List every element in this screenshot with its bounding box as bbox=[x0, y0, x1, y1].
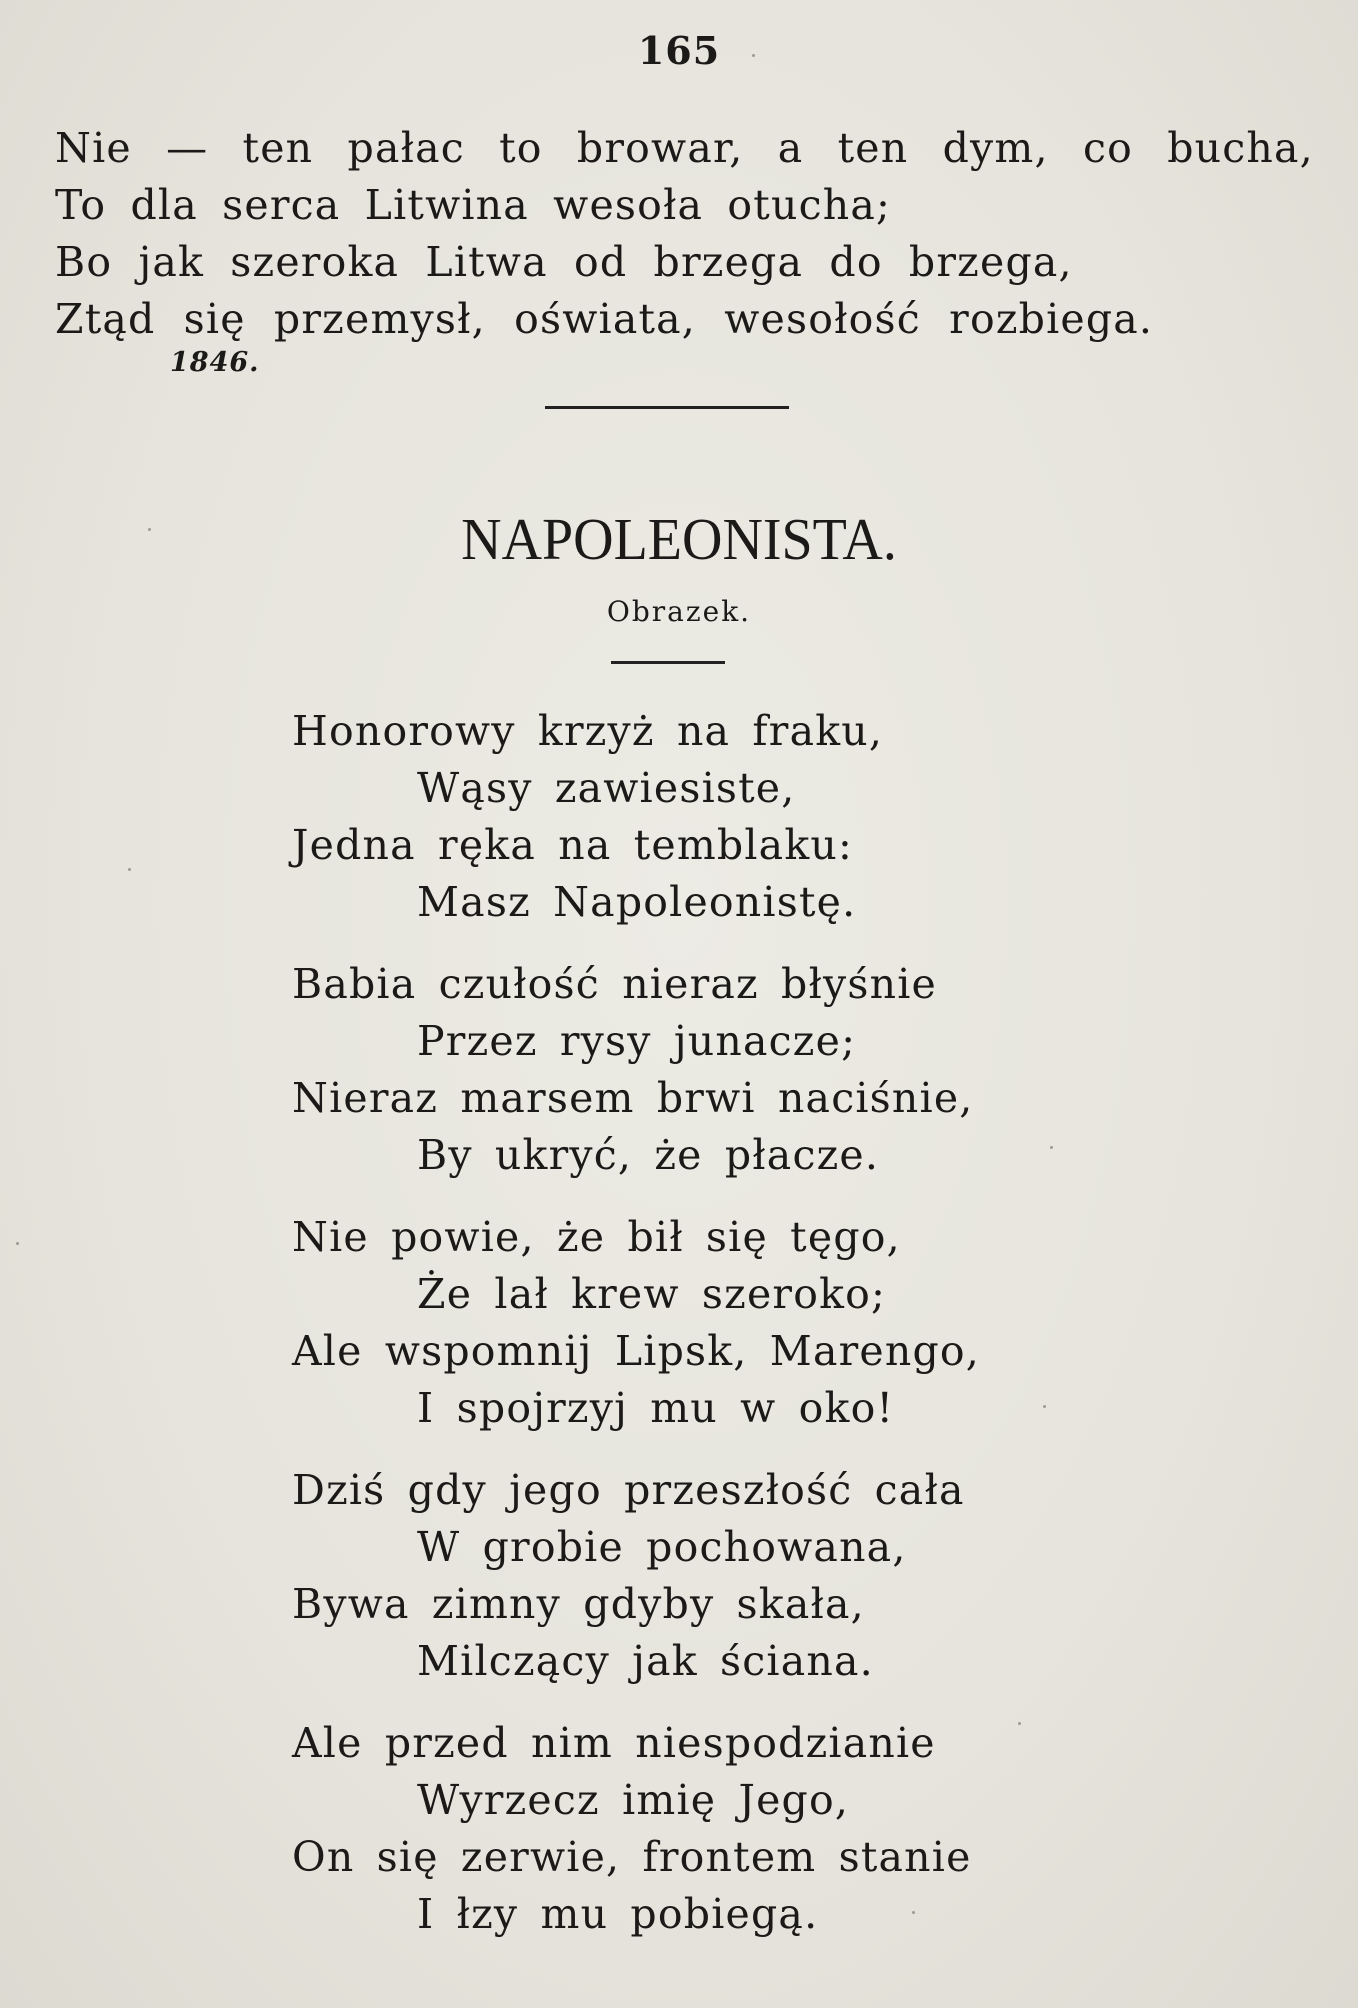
poem-body bbox=[292, 703, 980, 1968]
paper-speck bbox=[1050, 1146, 1053, 1149]
stanza bbox=[292, 956, 980, 1184]
stanza bbox=[292, 1209, 980, 1437]
verse-line: Że lał krew szeroko; bbox=[417, 1270, 887, 1318]
verse-line: Nieraz marsem brwi naciśnie, bbox=[292, 1074, 974, 1122]
verse-line: Bo jak szeroka Litwa od brzega do brzega, bbox=[55, 238, 1073, 286]
paper-speck bbox=[1018, 1722, 1021, 1725]
verse-line: I spojrzyj mu w oko! bbox=[417, 1384, 895, 1432]
paper-speck bbox=[148, 528, 151, 531]
verse-line: To dla serca Litwina wesoła otucha; bbox=[55, 181, 892, 229]
poem-subtitle: Obrazek. bbox=[606, 595, 752, 628]
verse-line: Wąsy zawiesiste, bbox=[417, 764, 796, 812]
page-number: 165 bbox=[637, 28, 721, 73]
section-divider bbox=[545, 406, 789, 409]
stanza bbox=[292, 1462, 980, 1690]
paper-speck bbox=[16, 1242, 19, 1245]
verse-line: Milczący jak ściana. bbox=[417, 1637, 874, 1685]
verse-line: I łzy mu pobiegą. bbox=[417, 1890, 819, 1938]
verse-line: By ukryć, że płacze. bbox=[417, 1131, 880, 1179]
verse-line: Ale wspomnij Lipsk, Marengo, bbox=[292, 1327, 981, 1375]
title-divider bbox=[611, 661, 725, 664]
paper-speck bbox=[1043, 1405, 1046, 1408]
verse-line: W grobie pochowana, bbox=[417, 1523, 907, 1571]
verse-line: Bywa zimny gdyby skała, bbox=[292, 1580, 865, 1628]
verse-line: Babia czułość nieraz błyśnie bbox=[292, 960, 937, 1008]
previous-poem-ending bbox=[55, 120, 1314, 348]
paper-speck bbox=[752, 54, 755, 57]
poem-title: NAPOLEONISTA. bbox=[461, 507, 897, 573]
verse-line: Jedna ręka na temblaku: bbox=[292, 821, 853, 869]
verse-line: Masz Napoleonistę. bbox=[417, 878, 857, 926]
verse-line: Ale przed nim niespodzianie bbox=[292, 1719, 936, 1767]
stanza bbox=[292, 703, 980, 931]
verse-line: Nie — ten pałac to browar, a ten dym, co bucha, bbox=[55, 124, 1314, 172]
stanza bbox=[292, 1715, 980, 1943]
paper-speck bbox=[128, 868, 131, 871]
verse-line: Nie powie, że bił się tęgo, bbox=[292, 1213, 901, 1261]
verse-line: Wyrzecz imię Jego, bbox=[417, 1776, 850, 1824]
verse-line: Dziś gdy jego przeszłość cała bbox=[292, 1466, 965, 1514]
paper-speck bbox=[912, 1911, 915, 1914]
verse-line: Honorowy krzyż na fraku, bbox=[292, 707, 884, 755]
verse-line: Przez rysy junacze; bbox=[417, 1017, 857, 1065]
verse-line: On się zerwie, frontem stanie bbox=[292, 1833, 972, 1881]
poem-date: 1846. bbox=[170, 347, 260, 378]
verse-line: Ztąd się przemysł, oświata, wesołość rozbiega. bbox=[55, 295, 1154, 343]
